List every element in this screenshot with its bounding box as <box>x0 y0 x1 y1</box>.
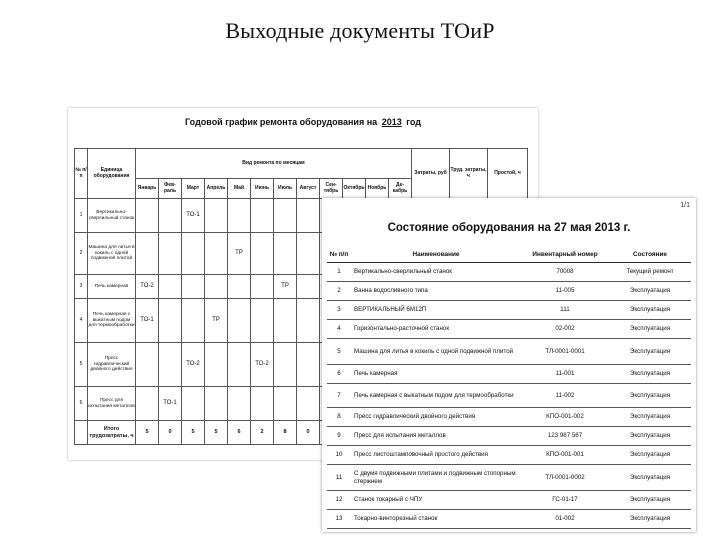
sched-row-name: Печь камерная с выкатным подом для термообработки <box>88 299 136 343</box>
sched-month-header: Июль <box>274 179 297 199</box>
sched-repair-mark <box>205 343 228 387</box>
sched-total-value: 6 <box>228 421 251 445</box>
sched-repair-mark: ТР <box>228 233 251 275</box>
state-row-num: 4 <box>327 320 351 339</box>
sched-row-name: Вертикально-сверлильный станок <box>88 199 136 233</box>
sched-repair-mark <box>251 275 274 299</box>
sched-repair-mark <box>205 199 228 233</box>
sched-month-header: Июнь <box>251 179 274 199</box>
sched-row-num: 2 <box>75 233 88 275</box>
sched-header-num: № п/п <box>75 149 88 199</box>
state-row-state: Эксплуатация <box>609 465 691 491</box>
state-row-name: Вертикально-сверлильный станок <box>351 263 521 282</box>
sched-repair-mark <box>159 275 182 299</box>
sched-repair-mark <box>136 387 159 421</box>
sched-repair-mark: ТО-2 <box>182 343 205 387</box>
sched-repair-mark <box>228 199 251 233</box>
sched-header-costs: Затраты, руб <box>412 149 450 199</box>
state-row <box>327 339 691 365</box>
state-row-name: Печь камерная с выкатным подом для термообработки <box>351 384 521 408</box>
sched-repair-mark <box>251 233 274 275</box>
state-row-state: Эксплуатация <box>609 339 691 365</box>
state-row-num: 5 <box>327 339 351 365</box>
state-row-state: Эксплуатация <box>609 491 691 510</box>
sched-repair-mark <box>182 387 205 421</box>
state-row-num: 9 <box>327 427 351 446</box>
sched-repair-mark <box>136 199 159 233</box>
state-row <box>327 446 691 465</box>
sched-repair-mark <box>297 343 320 387</box>
state-row-num: 13 <box>327 510 351 529</box>
state-row-num: 12 <box>327 491 351 510</box>
state-row-name: Машина для литья в кокиль с одной подвижной плитой <box>351 339 521 365</box>
state-row-state: Эксплуатация <box>609 384 691 408</box>
state-row <box>327 320 691 339</box>
state-row-state: Эксплуатация <box>609 320 691 339</box>
sched-month-header: Октябрь <box>343 179 366 199</box>
sched-total-value: 2 <box>251 421 274 445</box>
sched-repair-mark <box>159 299 182 343</box>
equipment-state-document <box>322 198 696 532</box>
sched-repair-mark: ТО-1 <box>136 299 159 343</box>
state-row-num: 3 <box>327 301 351 320</box>
sched-header-labor: Труд. затраты, ч <box>450 149 488 199</box>
sched-header-months-group: Вид ремонта по месяцам <box>136 149 412 179</box>
state-row-num: 2 <box>327 282 351 301</box>
sched-row-num: 3 <box>75 275 88 299</box>
sched-repair-mark <box>205 387 228 421</box>
state-row-name: С двумя подвижными плитами и подвижным стопорным стержнем <box>351 465 521 491</box>
sched-repair-mark <box>182 275 205 299</box>
schedule-title <box>68 117 538 127</box>
state-row <box>327 365 691 384</box>
sched-repair-mark: ТО-1 <box>159 387 182 421</box>
sched-repair-mark <box>297 299 320 343</box>
sched-repair-mark <box>274 199 297 233</box>
sched-repair-mark <box>228 343 251 387</box>
sched-month-header: Фев-раль <box>159 179 182 199</box>
state-row-state: Эксплуатация <box>609 510 691 529</box>
sched-month-header: Де-кабрь <box>389 179 412 199</box>
sched-repair-mark <box>251 387 274 421</box>
sched-month-header: Январь <box>136 179 159 199</box>
state-row-inventory: 01-002 <box>521 510 609 529</box>
page-title: Выходные документы ТОиР <box>225 18 495 43</box>
sched-total-value: 5 <box>136 421 159 445</box>
state-row-name: Печь камерная <box>351 365 521 384</box>
state-row-num: 6 <box>327 365 351 384</box>
sched-repair-mark: ТР <box>274 275 297 299</box>
sched-header-name: Единица оборудования <box>88 149 136 199</box>
schedule-title-suffix: год <box>406 117 421 127</box>
state-row <box>327 408 691 427</box>
sched-month-header: Март <box>182 179 205 199</box>
state-row-name: Пресс листоштамповочный простого действия <box>351 446 521 465</box>
state-row-inventory: 02-002 <box>521 320 609 339</box>
state-row-state: Эксплуатация <box>609 282 691 301</box>
state-header-num: № п/п <box>327 246 351 263</box>
state-row-state: Эксплуатация <box>609 446 691 465</box>
sched-repair-mark <box>136 343 159 387</box>
sched-month-header: Август <box>297 179 320 199</box>
state-row-inventory: КПО-001-001 <box>521 446 609 465</box>
sched-row-name: Машина для литья в кокиль с одной подвижной плитой <box>88 233 136 275</box>
sched-empty-cell <box>75 421 88 445</box>
page-number: 1/1 <box>680 202 690 209</box>
sched-total-value: 5 <box>182 421 205 445</box>
state-row-inventory: ГС-01-17 <box>521 491 609 510</box>
state-row-inventory: ТЛ-0001-0002 <box>521 465 609 491</box>
state-row <box>327 384 691 408</box>
sched-repair-mark <box>228 275 251 299</box>
schedule-year: 2013 <box>381 117 402 127</box>
state-row <box>327 301 691 320</box>
sched-row-name: Печь камерная <box>88 275 136 299</box>
sched-header-downtime: Простой, ч <box>488 149 528 199</box>
state-row-inventory: ТЛ-0001-0001 <box>521 339 609 365</box>
sched-repair-mark <box>297 233 320 275</box>
state-row-inventory: 11-001 <box>521 365 609 384</box>
state-row <box>327 465 691 491</box>
sched-row-num: 6 <box>75 387 88 421</box>
state-row-inventory: 11-002 <box>521 384 609 408</box>
state-row-inventory: 111 <box>521 301 609 320</box>
state-row-num: 11 <box>327 465 351 491</box>
sched-month-header: Ноябрь <box>366 179 389 199</box>
sched-repair-mark <box>274 343 297 387</box>
state-row-name: ВЕРТИКАЛЬНЫЙ 6М12П <box>351 301 521 320</box>
state-row-inventory: КПО-001-002 <box>521 408 609 427</box>
schedule-title-prefix: Годовой график ремонта оборудования на <box>185 117 378 127</box>
sched-repair-mark: ТО-2 <box>251 343 274 387</box>
state-row <box>327 263 691 282</box>
sched-month-header: Сен-тябрь <box>320 179 343 199</box>
sched-row-num: 4 <box>75 299 88 343</box>
state-row-name: Станок токарный с ЧПУ <box>351 491 521 510</box>
state-row-name: Ванна водосливного типа <box>351 282 521 301</box>
sched-repair-mark <box>274 387 297 421</box>
sched-month-header: Май <box>228 179 251 199</box>
state-row <box>327 282 691 301</box>
state-row-inventory: 123 987 567 <box>521 427 609 446</box>
state-row <box>327 427 691 446</box>
state-header-name: Наименование <box>351 246 521 263</box>
state-row-name: Пресс для испытания металлов <box>351 427 521 446</box>
sched-repair-mark: ТО-1 <box>182 199 205 233</box>
sched-repair-mark <box>274 299 297 343</box>
state-row-name: Пресс гидравлический двойного действия <box>351 408 521 427</box>
sched-row-num: 1 <box>75 199 88 233</box>
sched-repair-mark <box>228 299 251 343</box>
state-header-inv: Инвентарный номер <box>521 246 609 263</box>
state-row-name: Горизонтально-расточной станок <box>351 320 521 339</box>
state-row-inventory: 11-005 <box>521 282 609 301</box>
state-row-num: 10 <box>327 446 351 465</box>
sched-repair-mark <box>159 343 182 387</box>
sched-repair-mark <box>297 387 320 421</box>
sched-total-value: 5 <box>205 421 228 445</box>
equipment-state-table <box>327 246 691 529</box>
state-row-num: 8 <box>327 408 351 427</box>
sched-row-name: Пресс для испытания металлов <box>88 387 136 421</box>
sched-repair-mark <box>274 233 297 275</box>
sched-repair-mark <box>159 199 182 233</box>
sched-total-value: 8 <box>274 421 297 445</box>
sched-repair-mark <box>182 299 205 343</box>
state-row-state: Эксплуатация <box>609 365 691 384</box>
state-row-state: Эксплуатация <box>609 301 691 320</box>
state-row <box>327 491 691 510</box>
state-row-state: Эксплуатация <box>609 427 691 446</box>
sched-total-label: Итого трудозатраты, ч <box>88 421 136 445</box>
sched-row-num: 5 <box>75 343 88 387</box>
state-title: Состояние оборудования на 27 мая 2013 г. <box>387 222 631 234</box>
sched-repair-mark <box>205 233 228 275</box>
state-header-state: Состояние <box>609 246 691 263</box>
sched-repair-mark <box>251 199 274 233</box>
sched-repair-mark <box>136 233 159 275</box>
state-row-state: Текущий ремонт <box>609 263 691 282</box>
state-row-inventory: 70008 <box>521 263 609 282</box>
state-row <box>327 510 691 529</box>
sched-repair-mark: ТР <box>205 299 228 343</box>
sched-repair-mark: ТО-2 <box>136 275 159 299</box>
sched-repair-mark <box>297 275 320 299</box>
state-row-num: 7 <box>327 384 351 408</box>
state-row-state: Эксплуатация <box>609 408 691 427</box>
sched-repair-mark <box>297 199 320 233</box>
sched-month-header: Апрель <box>205 179 228 199</box>
sched-total-value: 0 <box>297 421 320 445</box>
sched-repair-mark <box>205 275 228 299</box>
state-row-name: Токарно-винторезный станок <box>351 510 521 529</box>
sched-repair-mark <box>182 233 205 275</box>
sched-row-name: Пресс гидравлический двойного действия <box>88 343 136 387</box>
sched-repair-mark <box>251 299 274 343</box>
sched-total-value: 0 <box>159 421 182 445</box>
sched-repair-mark <box>159 233 182 275</box>
sched-repair-mark <box>228 387 251 421</box>
state-row-num: 1 <box>327 263 351 282</box>
